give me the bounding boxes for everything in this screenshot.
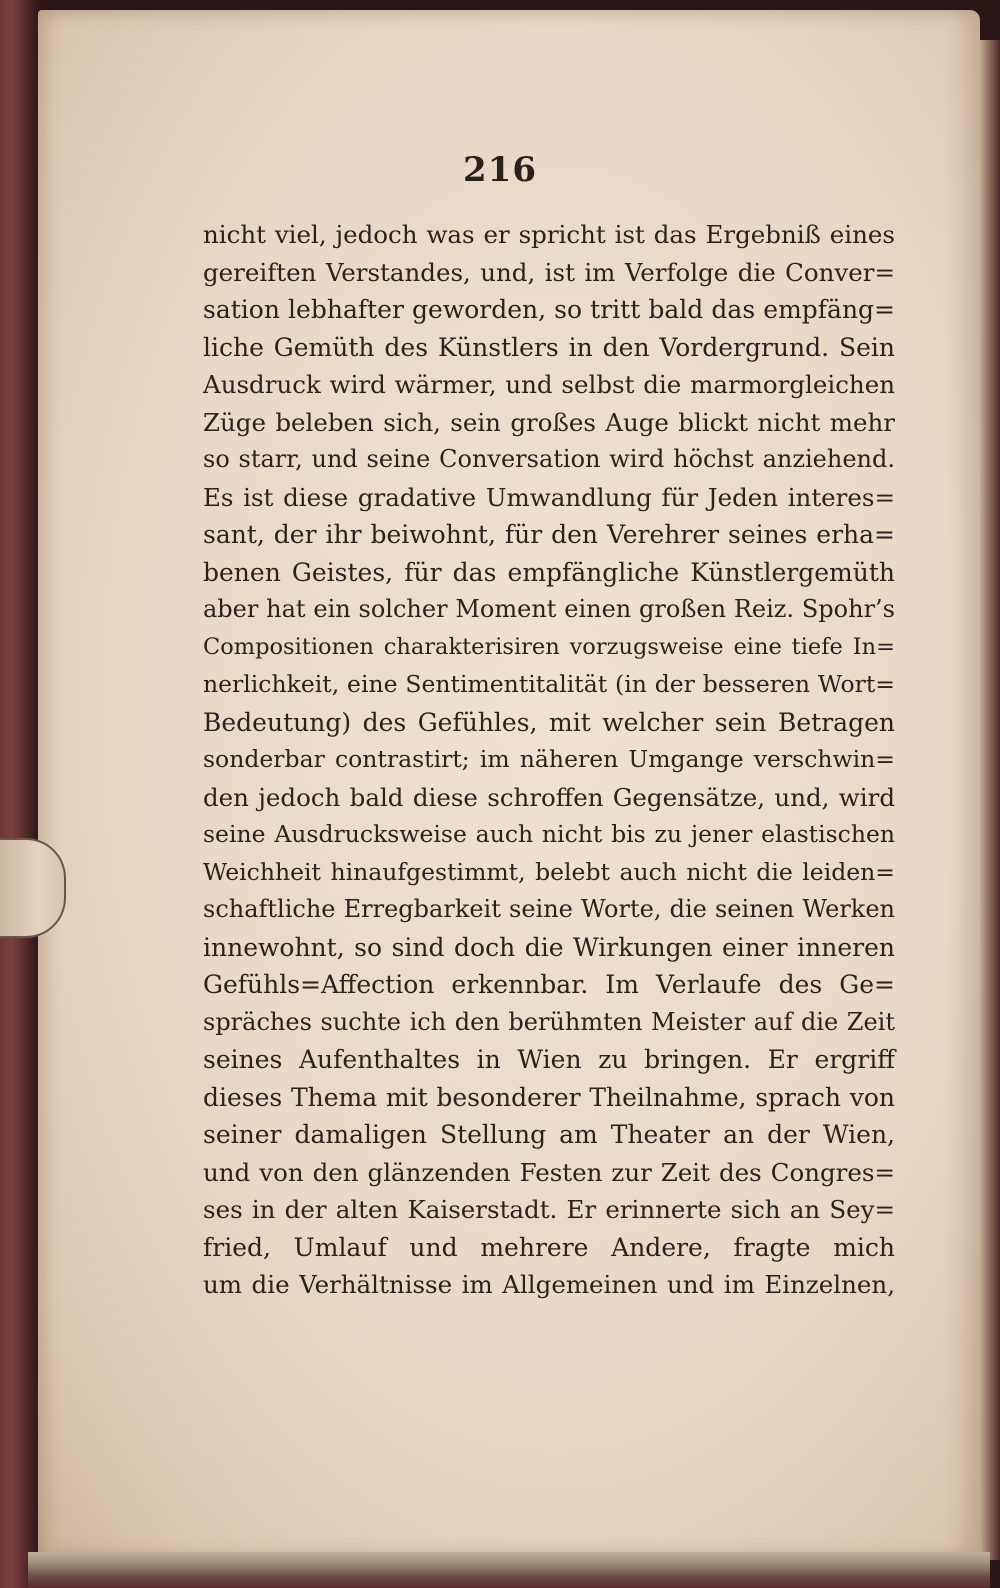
text-line: benen Geistes, für das empfängliche Künstlergemüth [203,557,895,587]
text-line: aber hat ein solcher Moment einen großen Reiz. Spohr’s [203,595,895,623]
text-line: innewohnt, so sind doch die Wirkungen einer inneren [203,932,895,962]
text-line: sation lebhafter geworden, so tritt bald das empfäng= [203,295,895,324]
text-line: Bedeutung) des Gefühles, mit welcher sein Betragen [203,707,895,737]
text-line: spräches suchte ich den berühmten Meister auf die Zeit [203,1007,895,1036]
text-line: sant, der ihr beiwohnt, für den Verehrer seines erha= [203,520,895,549]
text-line: liche Gemüth des Künstlers in den Vordergrund. Sein [203,332,895,362]
page-clip [0,838,66,938]
page-edge-bottom [28,1552,990,1588]
text-line: fried, Umlauf und mehrere Andere, fragte mich [203,1232,895,1262]
page-edge-right [978,40,1000,1560]
text-line: seiner damaligen Stellung am Theater an der Wien, [203,1120,895,1149]
text-line: Compositionen charakterisiren vorzugsweise eine tiefe In= [203,633,895,660]
text-line: gereiften Verstandes, und, ist im Verfolge die Conver= [203,257,895,287]
text-line: nicht viel, jedoch was er spricht ist das Ergebniß eines [203,220,895,249]
text-line: dieses Thema mit besonderer Theilnahme, sprach von [203,1082,895,1112]
text-line: Züge beleben sich, sein großes Auge blickt nicht mehr [203,407,895,437]
text-line: um die Verhältnisse im Allgemeinen und im Einzelnen, [203,1270,895,1299]
text-line: nerlichkeit, eine Sentimentitalität (in der besseren Wort= [203,670,895,698]
text-line: Ausdruck wird wärmer, und selbst die marmorgleichen [203,370,895,399]
text-line: Gefühls=Affection erkennbar. Im Verlaufe des Ge= [203,970,895,999]
text-line: ses in der alten Kaiserstadt. Er erinnerte sich an Sey= [203,1195,895,1224]
body-text [203,216,895,1304]
text-line: und von den glänzenden Festen zur Zeit des Congres= [203,1157,895,1187]
text-line: sonderbar contrastirt; im näheren Umgange verschwin= [203,745,895,773]
text-line: seine Ausdrucksweise auch nicht bis zu jener elastischen [203,820,895,848]
text-line: seines Aufenthaltes in Wien zu bringen. Er ergriff [203,1045,895,1074]
text-line: so starr, und seine Conversation wird höchst anziehend. [203,445,895,473]
text-line: Weichheit hinaufgestimmt, belebt auch nicht die leiden= [203,857,895,886]
text-line: den jedoch bald diese schroffen Gegensätze, und, wird [203,782,895,812]
page-number: 216 [463,150,537,190]
text-line: Es ist diese gradative Umwandlung für Jeden interes= [203,482,895,512]
text-line: schaftliche Erregbarkeit seine Worte, die seinen Werken [203,895,895,923]
